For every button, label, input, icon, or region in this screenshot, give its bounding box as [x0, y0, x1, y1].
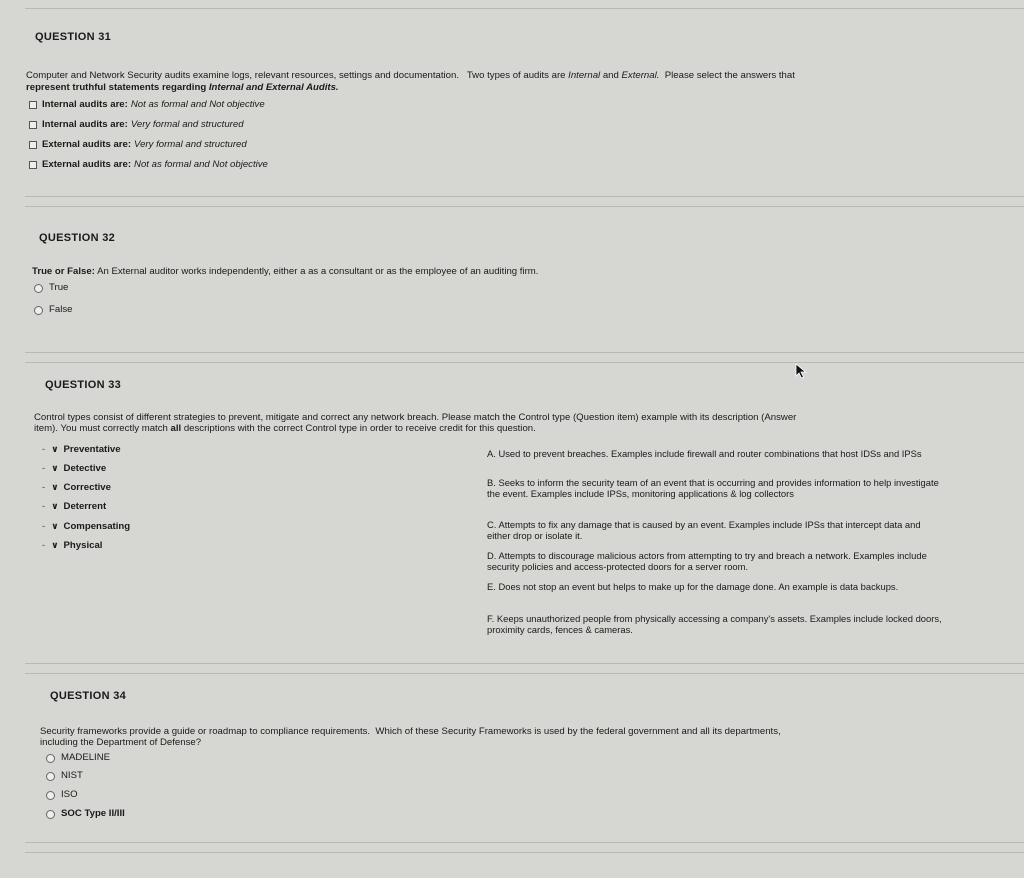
radio-option-true[interactable]: True [34, 282, 68, 294]
radio-button[interactable] [46, 810, 55, 819]
radio-button[interactable] [46, 772, 55, 781]
question-title: QUESTION 31 [35, 31, 112, 43]
radio-button[interactable] [34, 306, 43, 315]
match-item-detective[interactable]: - ∨ Detective [42, 463, 107, 474]
answer-b: B. Seeks to inform the security team of an event that is occurring and provides information to help investigate the event. Examples include IPSs, monitoring applications & log collectors [487, 477, 939, 499]
divider [25, 842, 1024, 843]
radio-button[interactable] [34, 284, 43, 293]
divider [25, 852, 1024, 853]
question-prompt: Control types consist of different strategies to prevent, mitigate and correct any network breach. Please match the Control type (Question item) example with its description (Answer [34, 412, 797, 423]
radio-button[interactable] [46, 754, 55, 763]
match-item-deterrent[interactable]: - ∨ Deterrent [42, 501, 107, 512]
question-prompt: Security frameworks provide a guide or roadmap to compliance requirements. Which of these Security Frameworks is used by the federal government and all its departments, [40, 726, 781, 737]
checkbox[interactable] [29, 121, 37, 129]
radio-option-madeline[interactable]: MADELINE [46, 752, 110, 764]
checkbox[interactable] [29, 101, 37, 109]
match-item-preventative[interactable]: - ∨ Preventative [42, 444, 121, 455]
radio-option-false[interactable]: False [34, 304, 72, 316]
question-prompt-line2: including the Department of Defense? [40, 737, 202, 748]
question-title: QUESTION 33 [45, 379, 122, 391]
question-title: QUESTION 32 [39, 232, 116, 244]
match-item-compensating[interactable]: - ∨ Compensating [42, 521, 131, 532]
divider [25, 673, 1024, 674]
chevron-down-icon[interactable]: ∨ [51, 482, 59, 492]
checkbox-option[interactable]: External audits are: Not as formal and Not objective [29, 159, 268, 171]
chevron-down-icon[interactable]: ∨ [51, 444, 59, 454]
question-prompt-line2: represent truthful statements regarding Internal and External Audits. [26, 82, 339, 93]
question-prompt-line2: item). You must correctly match all descriptions with the correct Control type in order to receive credit for this question. [34, 423, 536, 434]
chevron-down-icon[interactable]: ∨ [51, 463, 59, 473]
match-item-corrective[interactable]: - ∨ Corrective [42, 482, 111, 493]
divider [25, 663, 1024, 664]
divider [25, 362, 1024, 363]
radio-option-nist[interactable]: NIST [46, 770, 83, 782]
chevron-down-icon[interactable]: ∨ [51, 521, 59, 531]
divider [25, 8, 1024, 9]
checkbox-option[interactable]: Internal audits are: Very formal and structured [29, 119, 244, 131]
question-title: QUESTION 34 [50, 690, 127, 702]
answer-d: D. Attempts to discourage malicious actors from attempting to try and breach a network. Examples include security policies and access-protected doors for a server room. [487, 550, 927, 572]
chevron-down-icon[interactable]: ∨ [51, 540, 59, 550]
checkbox[interactable] [29, 141, 37, 149]
radio-button[interactable] [46, 791, 55, 800]
radio-option-iso[interactable]: ISO [46, 789, 78, 801]
answer-c: C. Attempts to fix any damage that is caused by an event. Examples include IPSs that intercept data and either drop or isolate it. [487, 519, 921, 541]
divider [25, 196, 1024, 197]
match-item-physical[interactable]: - ∨ Physical [42, 540, 103, 551]
mouse-cursor-icon [795, 363, 807, 379]
answer-f: F. Keeps unauthorized people from physically accessing a company's assets. Examples include locked doors, proximity cards, fences & cameras. [487, 613, 942, 635]
answer-a: A. Used to prevent breaches. Examples include firewall and router combinations that host IDSs and IPSs [487, 448, 922, 459]
checkbox-option[interactable]: Internal audits are: Not as formal and Not objective [29, 99, 265, 111]
radio-option-soc[interactable]: SOC Type II/III [46, 808, 125, 820]
checkbox[interactable] [29, 161, 37, 169]
chevron-down-icon[interactable]: ∨ [51, 501, 59, 511]
question-prompt: True or False: An External auditor works independently, either a as a consultant or as the employee of an auditing firm. [32, 266, 539, 277]
divider [25, 206, 1024, 207]
divider [25, 352, 1024, 353]
checkbox-option[interactable]: External audits are: Very formal and structured [29, 139, 247, 151]
answer-e: E. Does not stop an event but helps to make up for the damage done. An example is data backups. [487, 581, 899, 592]
question-prompt: Computer and Network Security audits examine logs, relevant resources, settings and documentation. Two types of audits are Internal and External. Please select the answers that [26, 70, 795, 81]
